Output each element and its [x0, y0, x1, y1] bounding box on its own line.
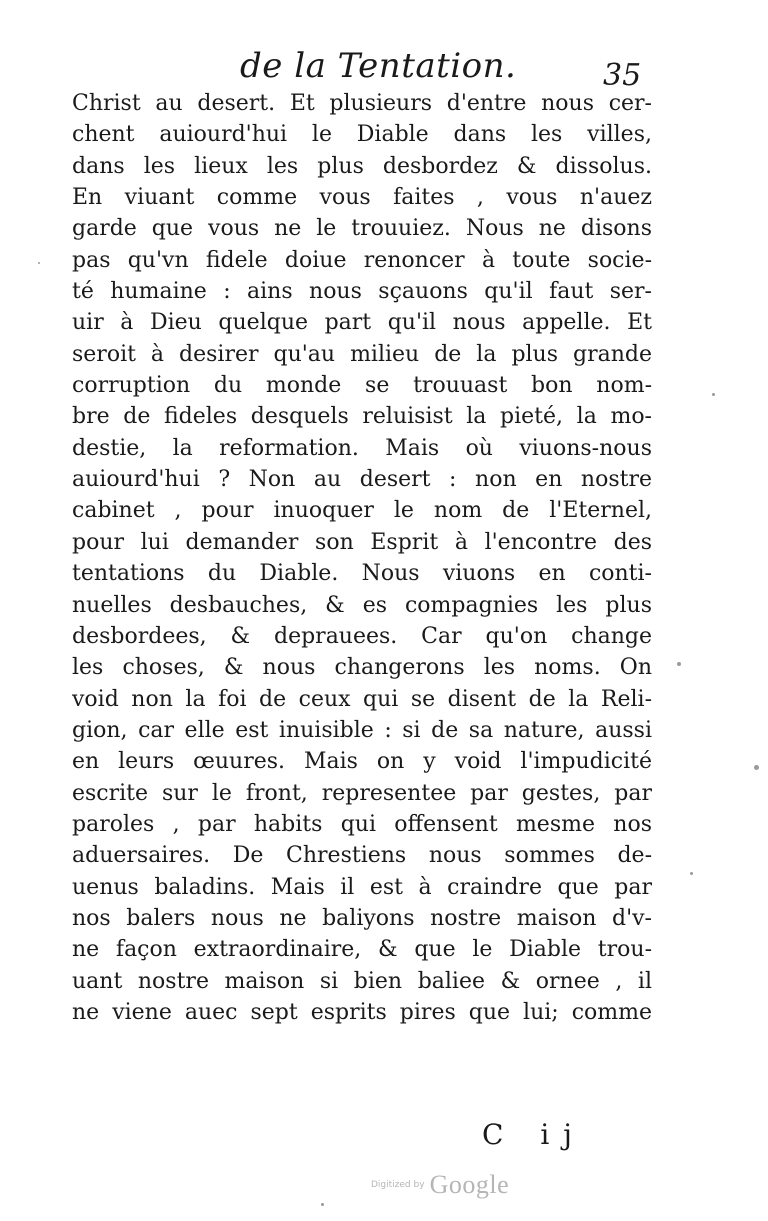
text-line: nuelles desbauches, & es compagnies les plus	[72, 592, 652, 618]
text-line: cabinet , pour inuoquer le nom de l'Eternel,	[72, 498, 652, 524]
scan-speck	[38, 262, 40, 264]
google-logo: Google	[429, 1170, 510, 1199]
signature-mark: C ij	[482, 1118, 586, 1151]
text-line: garde que vous ne le trouuiez. Nous ne disons	[72, 216, 652, 242]
body-text	[72, 88, 652, 1028]
text-line: chent auiourd'hui le Diable dans les villes,	[72, 122, 652, 148]
text-line: destie, la reformation. Mais où viuons-nous	[72, 435, 652, 461]
scan-speck	[677, 662, 681, 666]
text-line: dans les lieux les plus desbordez & dissolus.	[72, 153, 652, 179]
text-line: auiourd'hui ? Non au desert : non en nostre	[72, 467, 652, 493]
text-line: aduersaires. De Chrestiens nous sommes de-	[72, 843, 652, 869]
text-line: uir à Dieu quelque part qu'il nous appelle. Et	[72, 310, 652, 336]
text-line: pour lui demander son Esprit à l'encontre des	[72, 529, 652, 555]
text-line: uenus baladins. Mais il est à craindre que par	[72, 874, 652, 900]
scan-speck	[754, 765, 759, 770]
text-line: les choses, & nous changerons les noms. On	[72, 655, 652, 681]
text-line: en leurs œuures. Mais on y void l'impudicité	[72, 749, 652, 775]
text-line: void non la foi de ceux qui se disent de la Reli-	[72, 686, 652, 712]
text-line: tentations du Diable. Nous viuons en conti-	[72, 561, 652, 587]
text-line: nos balers nous ne baliyons nostre maison d'v-	[72, 905, 652, 931]
scan-speck	[712, 393, 715, 396]
page-number: 35	[603, 58, 642, 93]
running-title: de la Tentation.	[240, 46, 517, 86]
text-line: desbordees, & deprauees. Car qu'on change	[72, 623, 652, 649]
text-line: ne viene auec sept esprits pires que lui; comme	[72, 999, 652, 1025]
text-line: corruption du monde se trouuast bon nom-	[72, 373, 652, 399]
text-line: paroles , par habits qui offensent mesme nos	[72, 811, 652, 837]
text-line: uant nostre maison si bien baliee & ornee , il	[72, 968, 652, 994]
text-line: escrite sur le front, representee par gestes, par	[72, 780, 652, 806]
text-line: ne façon extraordinaire, & que le Diable trou-	[72, 937, 652, 963]
digitized-prefix: Digitized by	[371, 1180, 425, 1190]
scan-speck	[321, 1203, 324, 1206]
text-line: En viuant comme vous faites , vous n'auez	[72, 185, 652, 211]
text-line: bre de fideles desquels reluisist la pieté, la mo-	[72, 404, 652, 430]
digitized-by-google-watermark	[371, 1170, 531, 1210]
text-line: gion, car elle est inuisible : si de sa nature, aussi	[72, 717, 652, 743]
text-line: pas qu'vn fidele doiue renoncer à toute socie-	[72, 247, 652, 273]
text-line: seroit à desirer qu'au milieu de la plus grande	[72, 341, 652, 367]
text-line: Christ au desert. Et plusieurs d'entre nous cer-	[72, 91, 652, 116]
text-line: té humaine : ains nous sçauons qu'il faut ser-	[72, 279, 652, 305]
scan-speck	[690, 872, 693, 875]
